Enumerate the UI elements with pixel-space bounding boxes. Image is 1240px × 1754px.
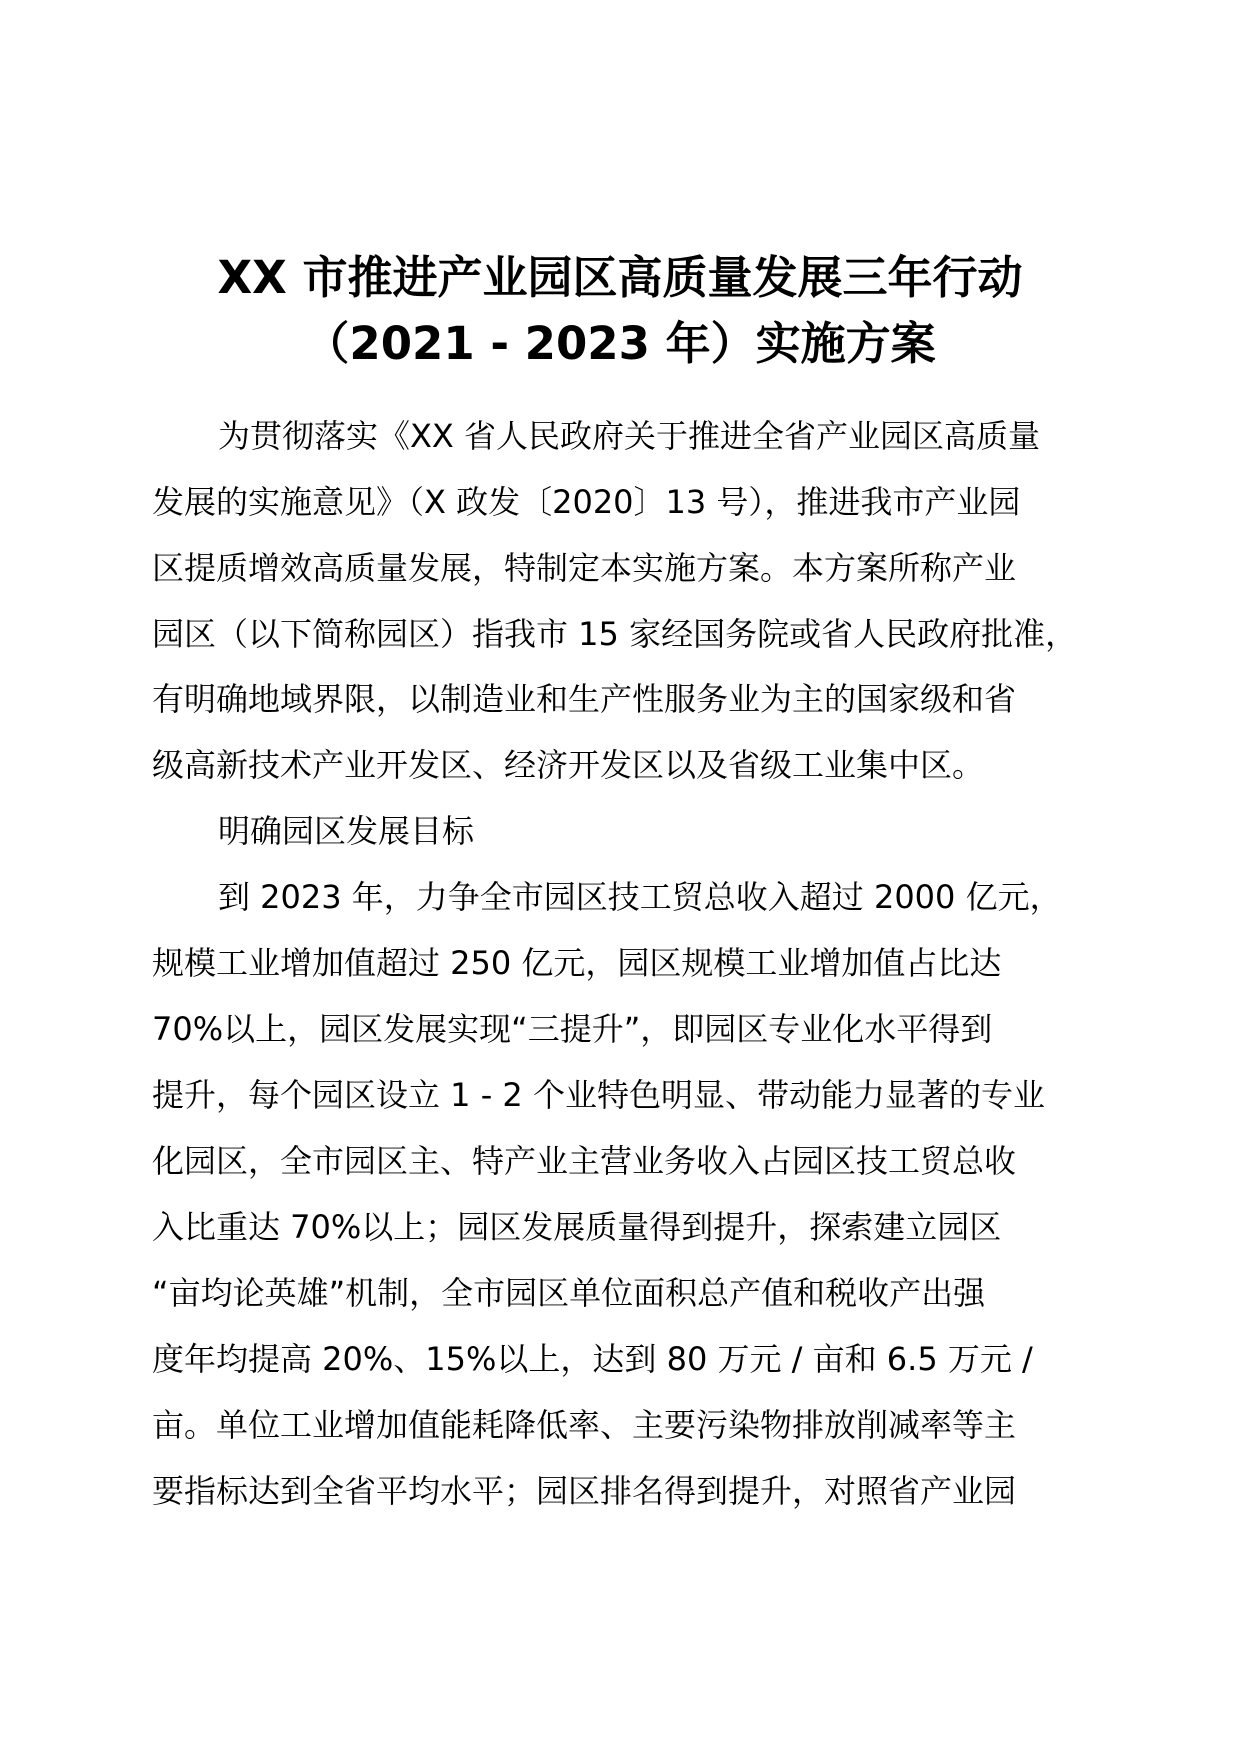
goals-paragraph-line: “亩均论英雄”机制，全市园区单位面积总产值和税收产出强 bbox=[152, 1274, 986, 1312]
goals-paragraph-line: 提升，每个园区设立 1 - 2 个业特色明显、带动能力显著的专业 bbox=[152, 1076, 1045, 1114]
goals-paragraph-line: 规模工业增加值超过 250 亿元，园区规模工业增加值占比达 bbox=[152, 944, 1002, 982]
goals-paragraph-line: 化园区，全市园区主、特产业主营业务收入占园区技工贸总收 bbox=[152, 1142, 1017, 1180]
section-heading: 明确园区发展目标 bbox=[218, 812, 475, 850]
document-title-line-2: （2021 - 2023 年）实施方案 bbox=[304, 317, 936, 370]
goals-paragraph-line: 入比重达 70%以上；园区发展质量得到提升，探索建立园区 bbox=[152, 1208, 1002, 1246]
goals-paragraph-line: 70%以上，园区发展实现“三提升”，即园区专业化水平得到 bbox=[152, 1010, 993, 1048]
goals-paragraph-line: 亩。单位工业增加值能耗降低率、主要污染物排放削减率等主 bbox=[152, 1406, 1017, 1444]
intro-paragraph-line: 为贯彻落实《XX 省人民政府关于推进全省产业园区高质量 bbox=[218, 417, 1041, 455]
document-title-line-1: XX 市推进产业园区高质量发展三年行动 bbox=[217, 251, 1023, 304]
intro-paragraph-line: 区提质增效高质量发展，特制定本实施方案。本方案所称产业 bbox=[152, 549, 1017, 587]
goals-paragraph-line: 度年均提高 20%、15%以上，达到 80 万元 / 亩和 6.5 万元 / bbox=[152, 1340, 1033, 1378]
intro-paragraph-line: 园区（以下简称园区）指我市 15 家经国务院或省人民政府批准， bbox=[152, 615, 1078, 653]
intro-paragraph-line: 发展的实施意见》（X 政发〔2020〕13 号），推进我市产业园 bbox=[152, 483, 1021, 521]
goals-paragraph-line: 到 2023 年，力争全市园区技工贸总收入超过 2000 亿元， bbox=[218, 878, 1062, 916]
goals-paragraph-line: 要指标达到全省平均水平；园区排名得到提升，对照省产业园 bbox=[152, 1472, 1017, 1510]
intro-paragraph-line: 级高新技术产业开发区、经济开发区以及省级工业集中区。 bbox=[152, 746, 985, 784]
intro-paragraph-line: 有明确地域界限，以制造业和生产性服务业为主的国家级和省 bbox=[152, 680, 1017, 718]
